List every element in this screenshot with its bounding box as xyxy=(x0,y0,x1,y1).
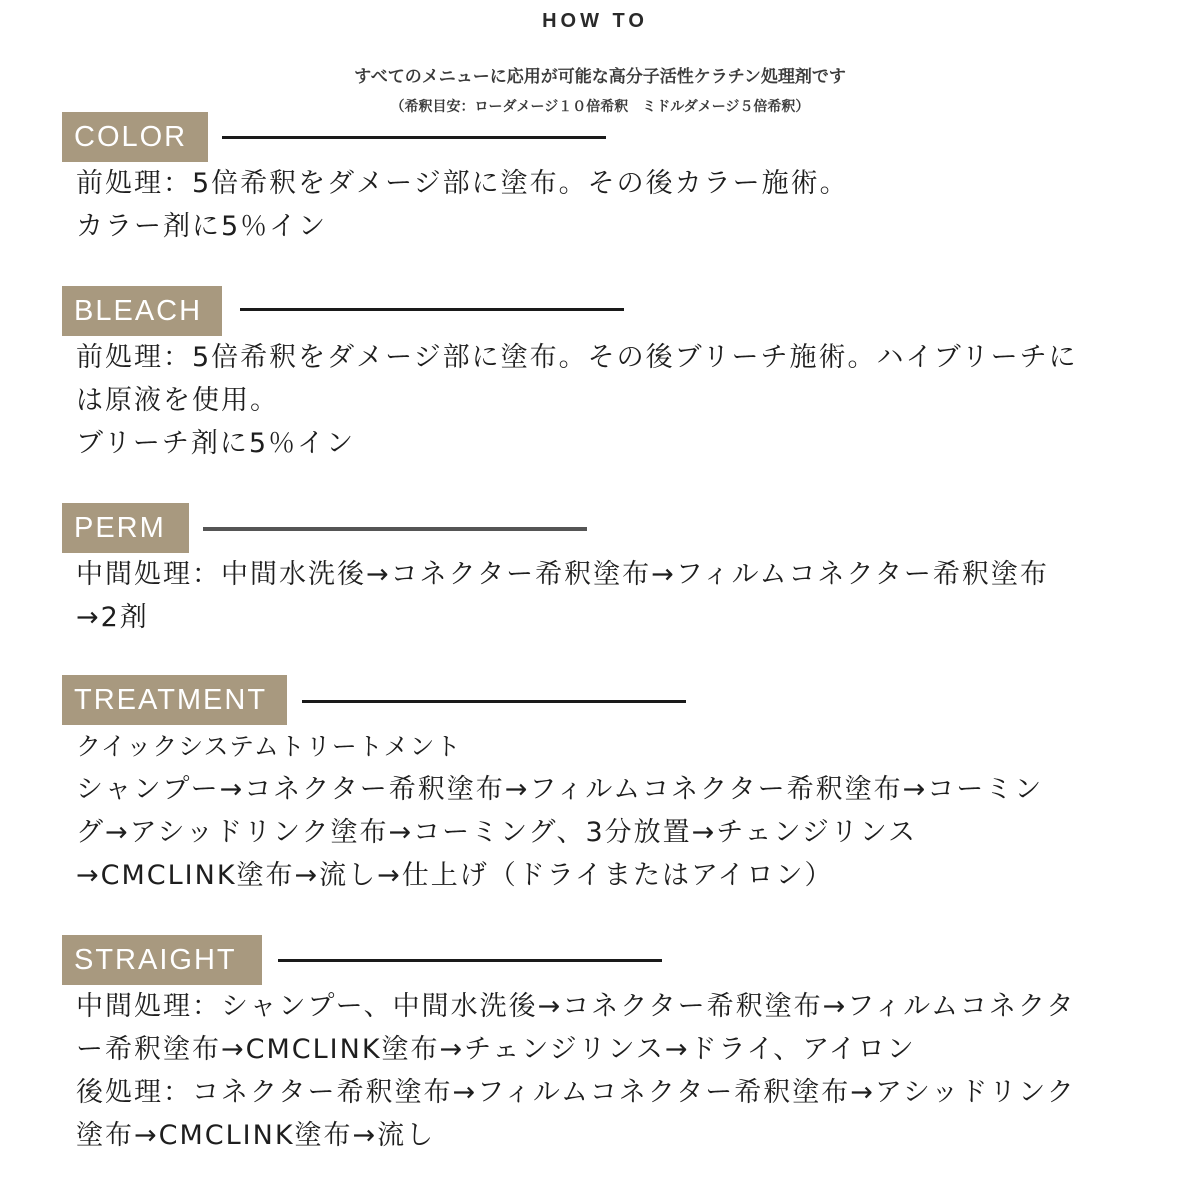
body-line: クイックシステムトリートメント xyxy=(76,732,462,761)
body-line: 後処理：コネクター希釈塗布→フィルムコネクター希釈塗布→アシッドリンク xyxy=(76,1077,1076,1108)
section-rule xyxy=(222,136,606,139)
body-line: は原液を使用。 xyxy=(76,385,279,416)
body-line: ブリーチ剤に5％イン xyxy=(76,428,356,459)
body-line: 前処理：5倍希釈をダメージ部に塗布。その後ブリーチ施術。ハイブリーチに xyxy=(76,342,1078,373)
body-line: →2剤 xyxy=(76,602,149,633)
body-line: →CMCLINK塗布→流し→仕上げ（ドライまたはアイロン） xyxy=(76,860,834,891)
section-body xyxy=(76,553,1136,639)
section-tag-color: COLOR xyxy=(62,112,208,162)
section-body xyxy=(76,162,1136,248)
section-body xyxy=(76,985,1136,1157)
section-tag-bleach: BLEACH xyxy=(62,286,222,336)
body-line: 塗布→CMCLINK塗布→流し xyxy=(76,1120,436,1151)
page-title: HOW TO xyxy=(542,10,648,32)
body-line: シャンプー→コネクター希釈塗布→フィルムコネクター希釈塗布→コーミン xyxy=(76,774,1044,805)
section-body xyxy=(76,725,1136,897)
page-subtitle: すべてのメニューに応用が可能な高分子活性ケラチン処理剤です xyxy=(354,67,846,87)
dilution-note: （希釈目安：ローダメージ１０倍希釈 ミドルダメージ５倍希釈） xyxy=(390,99,810,115)
section-rule xyxy=(278,959,662,962)
section-rule xyxy=(203,527,587,531)
section-body xyxy=(76,336,1136,465)
section-tag-perm: PERM xyxy=(62,503,189,553)
section-tag-treatment: TREATMENT xyxy=(62,675,287,725)
body-line: ー希釈塗布→CMCLINK塗布→チェンジリンス→ドライ、アイロン xyxy=(76,1034,916,1065)
body-line: 中間処理：シャンプー、中間水洗後→コネクター希釈塗布→フィルムコネクタ xyxy=(76,991,1076,1022)
section-rule xyxy=(240,308,624,311)
body-line: 前処理：5倍希釈をダメージ部に塗布。その後カラー施術。 xyxy=(76,168,849,199)
body-line: グ→アシッドリンク塗布→コーミング、3分放置→チェンジリンス xyxy=(76,817,917,848)
body-line: 中間処理：中間水洗後→コネクター希釈塗布→フィルムコネクター希釈塗布 xyxy=(76,559,1049,590)
section-rule xyxy=(302,700,686,703)
section-tag-straight: STRAIGHT xyxy=(62,935,262,985)
body-line: カラー剤に5％イン xyxy=(76,211,328,242)
